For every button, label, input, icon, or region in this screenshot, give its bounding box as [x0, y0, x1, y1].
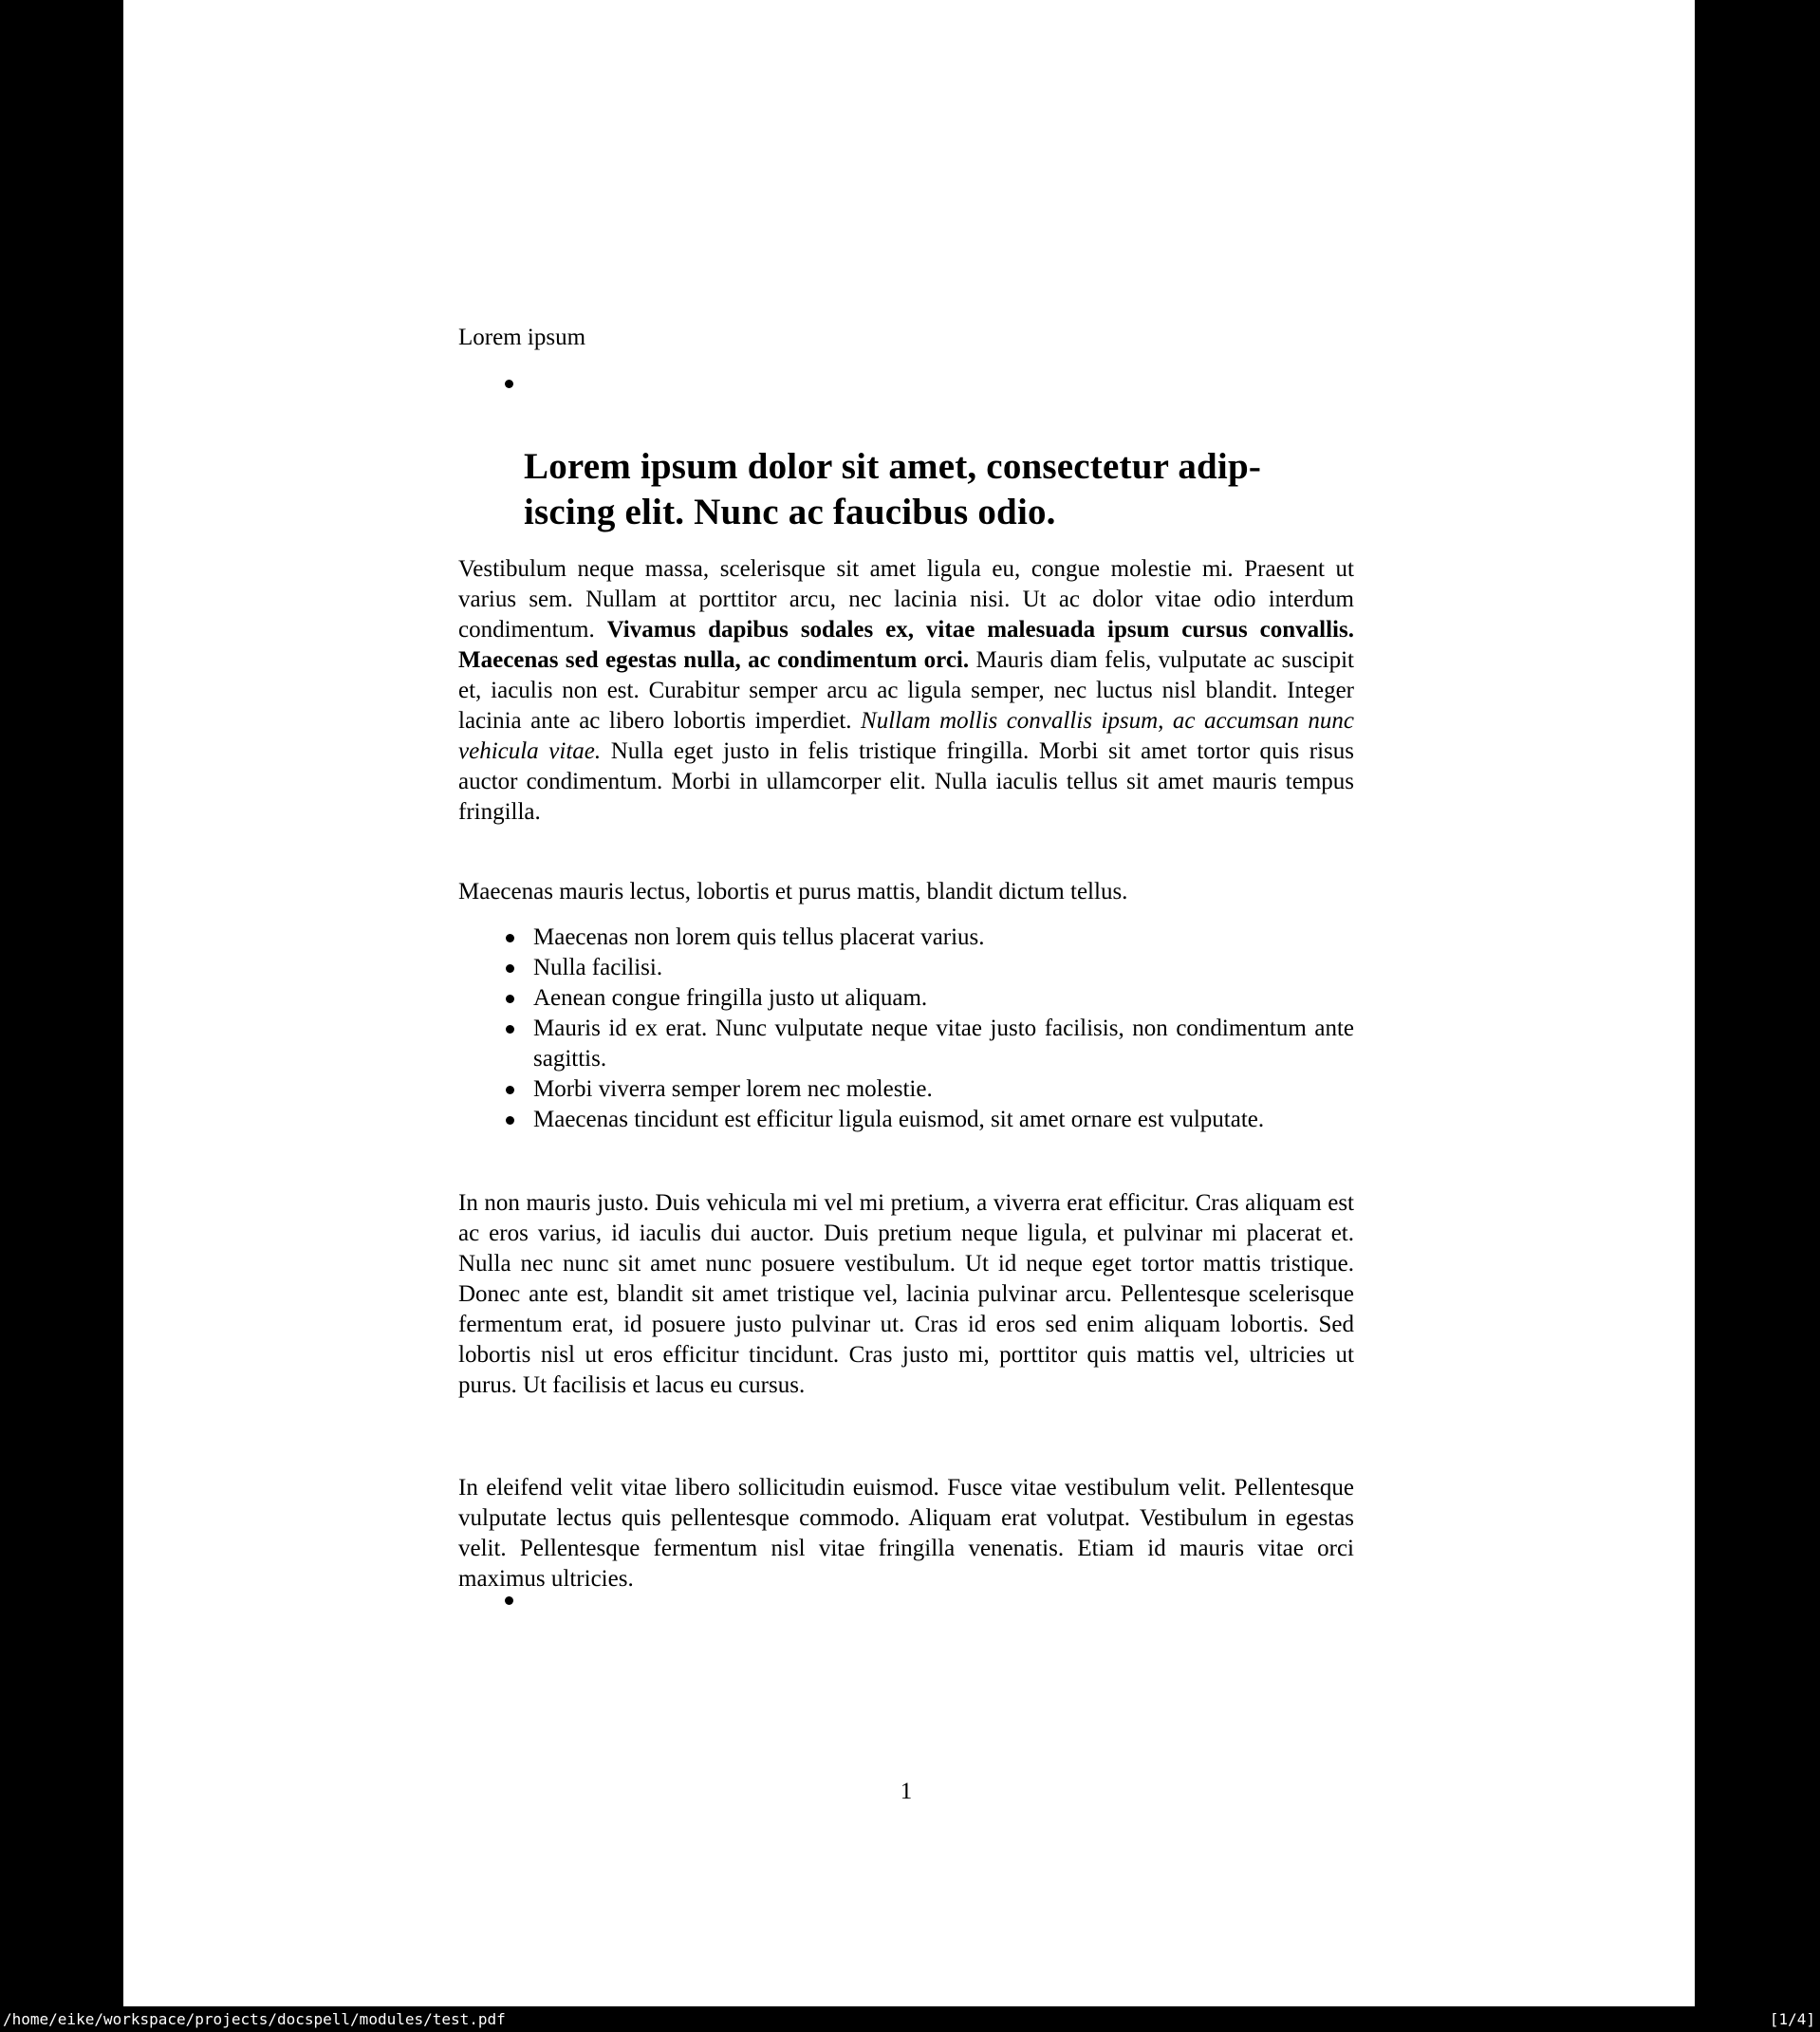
paragraph-1-run-2-bold: Vivamus dapibus sodales ex, vitae malesuada ipsum cursus convallis. Maecenas sed egestas nulla, ac condimentum orci.: [458, 617, 1354, 673]
bullet-icon: [506, 1086, 514, 1094]
paragraph-1: [458, 554, 1354, 828]
heading-line-1: Lorem ipsum dolor sit amet, consectetur adip-: [524, 446, 1262, 487]
paragraph-2: Maecenas mauris lectus, lobortis et purus mattis, blandit dictum tellus.: [458, 879, 1128, 904]
list-item-text: Mauris id ex erat. Nunc vulputate neque vitae justo facilisis, non condimentum ante sagittis.: [533, 1016, 1354, 1072]
heading-line-2: iscing elit. Nunc ac faucibus odio.: [524, 492, 1056, 532]
list-item: [458, 923, 1354, 953]
bullet-icon: [505, 380, 513, 388]
list-item-text: Maecenas tincidunt est efficitur ligula euismod, sit amet ornare est vulputate.: [533, 1107, 1265, 1132]
list-item-text: Maecenas non lorem quis tellus placerat varius.: [533, 924, 985, 950]
document-page-view[interactable]: [123, 0, 1695, 2006]
list-item-text: Nulla facilisi.: [533, 955, 663, 980]
document-heading: [524, 444, 1359, 535]
list-item-text: Morbi viverra semper lorem nec molestie.: [533, 1076, 933, 1102]
statusbar: [0, 2006, 1820, 2032]
paragraph-1-run-1: Vestibulum neque massa, scelerisque sit amet ligula eu, congue molestie mi. Praesent ut varius sem. Nullam at porttitor arcu, nec lacinia nisi. Ut ac dolor vitae odio interdum condimentum.: [458, 556, 1354, 643]
list-item-text: Aenean congue fringilla justo ut aliquam.: [533, 985, 928, 1011]
page-number: 1: [900, 1779, 913, 1804]
paragraph-1-run-5: Nulla eget justo in felis tristique fringilla. Morbi sit amet tortor quis risus auctor condimentum. Morbi in ullamcorper elit. Nulla iaculis tellus sit amet mauris tempus fringilla.: [458, 738, 1354, 825]
bullet-icon: [506, 934, 514, 942]
bullet-icon: [506, 995, 514, 1003]
paragraph-4: In eleifend velit vitae libero sollicitudin euismod. Fusce vitae vestibulum velit. Pellentesque vulputate lectus quis pellentesque commodo. Aliquam erat volutpat. Vestibulum in egestas velit. Pellentesque fermentum nisl vitae fringilla venenatis. Etiam id mauris vitae orci maximus ultricies.: [458, 1475, 1354, 1592]
bullet-icon: [505, 1596, 513, 1605]
list-item: [458, 983, 1354, 1014]
paragraph-1-run-3: Mauris diam felis, vulputate ac suscipit et, iaculis non est. Curabitur semper arcu ac ligula semper, nec luctus nisl blandit. Integer lacinia ante ac libero lobortis imperdiet.: [458, 647, 1355, 734]
list-item: [458, 953, 1354, 983]
paragraph-3: In non mauris justo. Duis vehicula mi vel mi pretium, a viverra erat efficitur. Cras aliquam est ac eros varius, id iaculis dui auctor. Duis pretium neque ligula, et pulvinar mi placerat et. Nulla nec nunc sit amet nunc posuere vestibulum. Ut id neque eget tortor mattis tristique. Donec ante est, blandit sit amet tristique vel, lacinia pulvinar arcu. Pellentesque scelerisque fermentum erat, id posuere justo pulvinar ut. Cras id eros sed enim aliquam lobortis. Sed lobortis nisl ut eros efficitur tincidunt. Cras justo mi, porttitor quis mattis vel, ultricies ut purus. Ut facilisis et lacus eu cursus.: [458, 1190, 1354, 1398]
statusbar-file-path: /home/eike/workspace/projects/docspell/modules/test.pdf: [3, 2010, 506, 2028]
statusbar-page-indicator: [1/4]: [1769, 2010, 1815, 2028]
bullet-icon: [506, 1025, 514, 1034]
paragraph-1-run-4-italic: Nullam mollis convallis ipsum, ac accumsan nunc vehicula vitae.: [458, 708, 1354, 764]
list-item: [458, 1105, 1354, 1135]
document-header-label: Lorem ipsum: [458, 325, 586, 350]
list-item: [458, 1014, 1354, 1074]
bullet-icon: [506, 1116, 514, 1125]
list-item: [458, 1074, 1354, 1105]
bullet-list: [458, 923, 1354, 1135]
bullet-icon: [506, 964, 514, 973]
